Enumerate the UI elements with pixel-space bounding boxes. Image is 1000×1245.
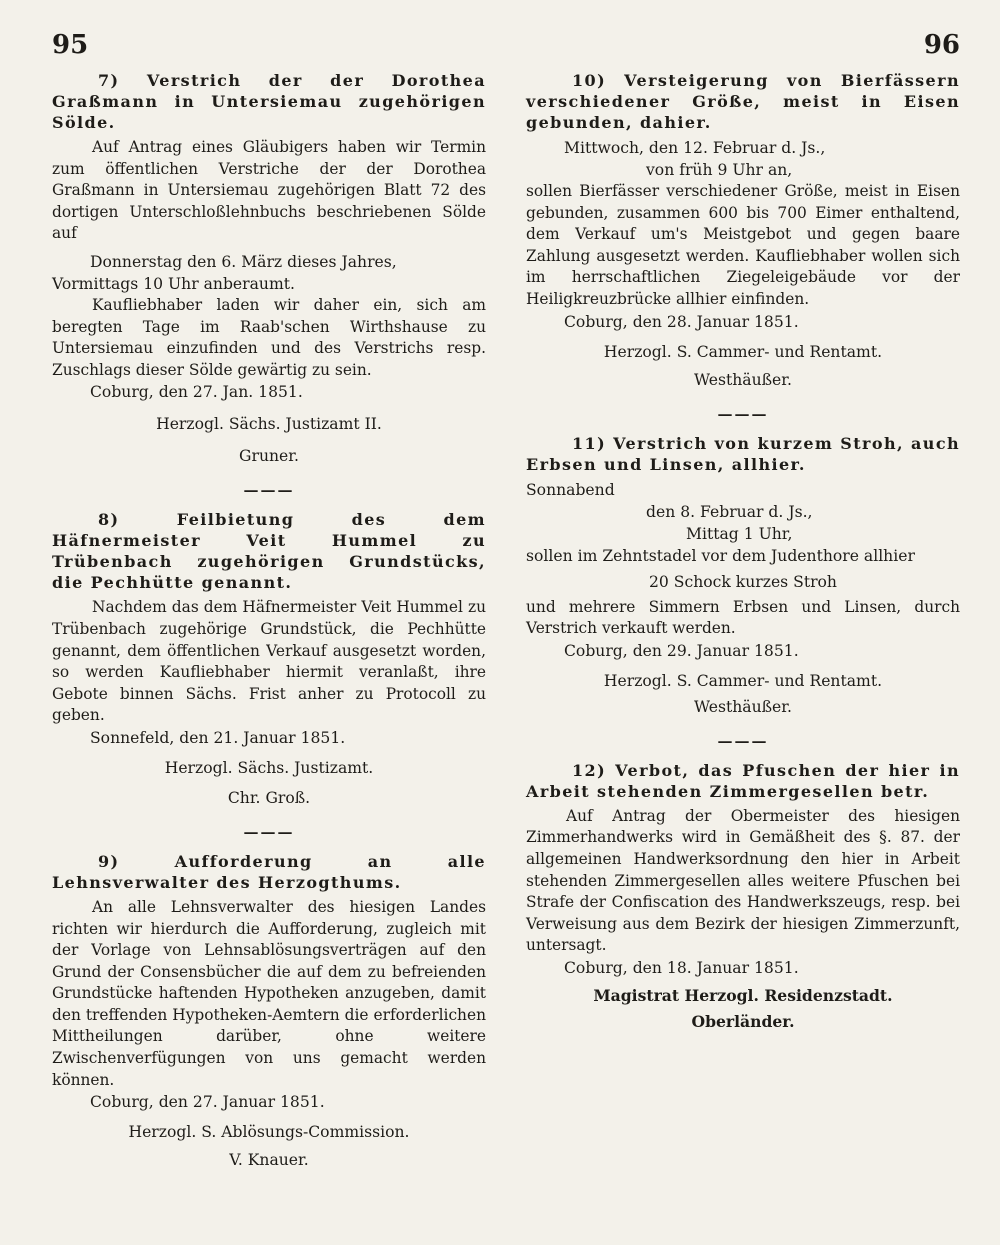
notice-8-place-date: Sonnefeld, den 21. Januar 1851.: [90, 728, 346, 747]
notice-9-office: Herzogl. S. Ablösungs-Commission.: [128, 1123, 410, 1142]
notice-9-place-date: Coburg, den 27. Januar 1851.: [90, 1093, 325, 1112]
notice-7-signature: Gruner.: [239, 447, 299, 466]
notice-12-office: Magistrat Herzogl. Residenzstadt.: [593, 985, 893, 1005]
notice-7-heading: 7) Verstrich der der Dorothea Graßmann in Untersiemau zugehörigen Sölde.: [52, 71, 486, 132]
notice-8-body: Nachdem das dem Häfnermeister Veit Hummel zu Trübenbach zugehörige Grundstück, die Pechhütte genannt, dem öffentlichen Verkauf ausgesetzt worden, so werden Kaufliebhaber hiermit veranlaßt, ihre Gebote binnen Sächs. Frist anher zu Protocoll zu geben.: [52, 598, 486, 725]
notice-11-day: Sonnabend: [526, 480, 615, 499]
notice-9-body: An alle Lehnsverwalter des hiesigen Landes richten wir hierdurch die Aufforderung, zugleich mit der Vorlage von Lehnsablösungsverträgen auf den Grund der Consensbücher die auf dem zu befreienden Grundstücke haftenden Hypotheken anzugeben, damit den treffenden Hypotheken-Aemtern die erforderlichen Mittheilungen darüber, ohne weitere Zwischenverfügungen von uns gemacht werden können.: [52, 897, 486, 1089]
notice-11-office: Herzogl. S. Cammer- und Rentamt.: [603, 671, 883, 690]
notice-8-office: Herzogl. Sächs. Justizamt.: [164, 758, 374, 777]
notice-11-place-date: Coburg, den 29. Januar 1851.: [564, 641, 799, 660]
notice-8-heading: 8) Feilbietung des dem Häfnermeister Veit Hummel zu Trübenbach zugehörigen Grundstücks, die Pechhütte genannt.: [52, 510, 486, 593]
notice-9-signature: V. Knauer.: [229, 1151, 309, 1170]
notice-7-body2: Kaufliebhaber laden wir daher ein, sich am beregten Tage im Raab'schen Wirthshause zu Untersiemau einzufinden und des Verstrichs resp. Zuschlags dieser Sölde gewärtig zu sein.: [52, 295, 486, 379]
divider: ———: [243, 481, 295, 500]
divider: ———: [717, 731, 769, 750]
notice-11-body1: sollen im Zehntstadel vor dem Judenthore allhier: [526, 546, 915, 565]
notice-11-heading: 11) Verstrich von kurzem Stroh, auch Erbsen und Linsen, allhier.: [526, 433, 960, 474]
notice-7-place-date: Coburg, den 27. Jan. 1851.: [90, 383, 303, 402]
page-number-left: 95: [52, 30, 89, 60]
notice-10: [526, 70, 960, 391]
notice-10-heading: 10) Versteigerung von Bierfässern verschiedener Größe, meist in Eisen gebunden, dahier.: [526, 71, 960, 132]
notice-7-body: Auf Antrag eines Gläubigers haben wir Termin zum öffentlichen Verstriche der der Dorothea Graßmann in Untersiemau zugehörigen Blatt 72 des dortigen Unterschloßlehnbuchs beschriebenen Sölde auf: [52, 138, 486, 243]
notice-12: [526, 760, 960, 1033]
divider: ———: [717, 404, 769, 423]
notice-11-date: den 8. Februar d. Js.,: [646, 502, 813, 521]
notice-9: [52, 851, 486, 1171]
notice-10-office: Herzogl. S. Cammer- und Rentamt.: [603, 342, 883, 361]
notice-10-date: Mittwoch, den 12. Februar d. Js.,: [564, 139, 826, 157]
right-column: [518, 70, 960, 1185]
notice-10-body: sollen Bierfässer verschiedener Größe, meist in Eisen gebunden, zusammen 600 bis 700 Eimer enthaltend, dem Verkauf um's Meistgebot und gegen baare Zahlung ausgesetzt werden. Kaufliebhaber wollen sich im herrschaftlichen Ziegeleigebäude vor der Heiligkreuzbrücke allhier einfinden.: [526, 182, 960, 308]
columns: [52, 70, 960, 1185]
notice-11-item: 20 Schock kurzes Stroh: [649, 572, 837, 591]
notice-8-signature: Chr. Groß.: [227, 788, 311, 807]
notice-7-office: Herzogl. Sächs. Justizamt II.: [156, 415, 382, 434]
notice-12-place-date: Coburg, den 18. Januar 1851.: [564, 958, 799, 977]
notice-10-signature: Westhäußer.: [694, 370, 792, 389]
notice-12-signature: Oberländer.: [691, 1011, 795, 1031]
notice-12-body: Auf Antrag der Obermeister des hiesigen Zimmerhandwerks wird in Gemäßheit des §. 87. der allgemeinen Handwerksordnung den hier in Arbeit stehenden Zimmergesellen alles weitere Pfuschen bei Strafe der Confiscation des Handwerkszeugs, resp. bei Verweisung aus dem Bezirk der hiesigen Zimmerzunft, untersagt.: [526, 806, 960, 955]
notice-11-body2: und mehrere Simmern Erbsen und Linsen, durch Verstrich verkauft werden.: [526, 597, 960, 638]
notice-7-time: Vormittags 10 Uhr anberaumt.: [52, 274, 295, 293]
notice-10-time: von früh 9 Uhr an,: [646, 161, 793, 179]
notice-10-place-date: Coburg, den 28. Januar 1851.: [564, 312, 799, 331]
left-column: [52, 70, 492, 1185]
page-number-right: 96: [923, 30, 960, 60]
notice-11-time: Mittag 1 Uhr,: [686, 524, 793, 543]
notice-7: [52, 70, 486, 467]
notice-9-heading: 9) Aufforderung an alle Lehnsverwalter des Herzogthums.: [52, 851, 486, 892]
divider: ———: [243, 822, 295, 841]
notice-7-date: Donnerstag den 6. März dieses Jahres,: [90, 252, 397, 271]
notice-11: [526, 433, 960, 718]
notice-11-signature: Westhäußer.: [694, 697, 792, 716]
notice-12-heading: 12) Verbot, das Pfuschen der hier in Arbeit stehenden Zimmergesellen betr.: [526, 760, 960, 801]
notice-8: [52, 509, 486, 809]
